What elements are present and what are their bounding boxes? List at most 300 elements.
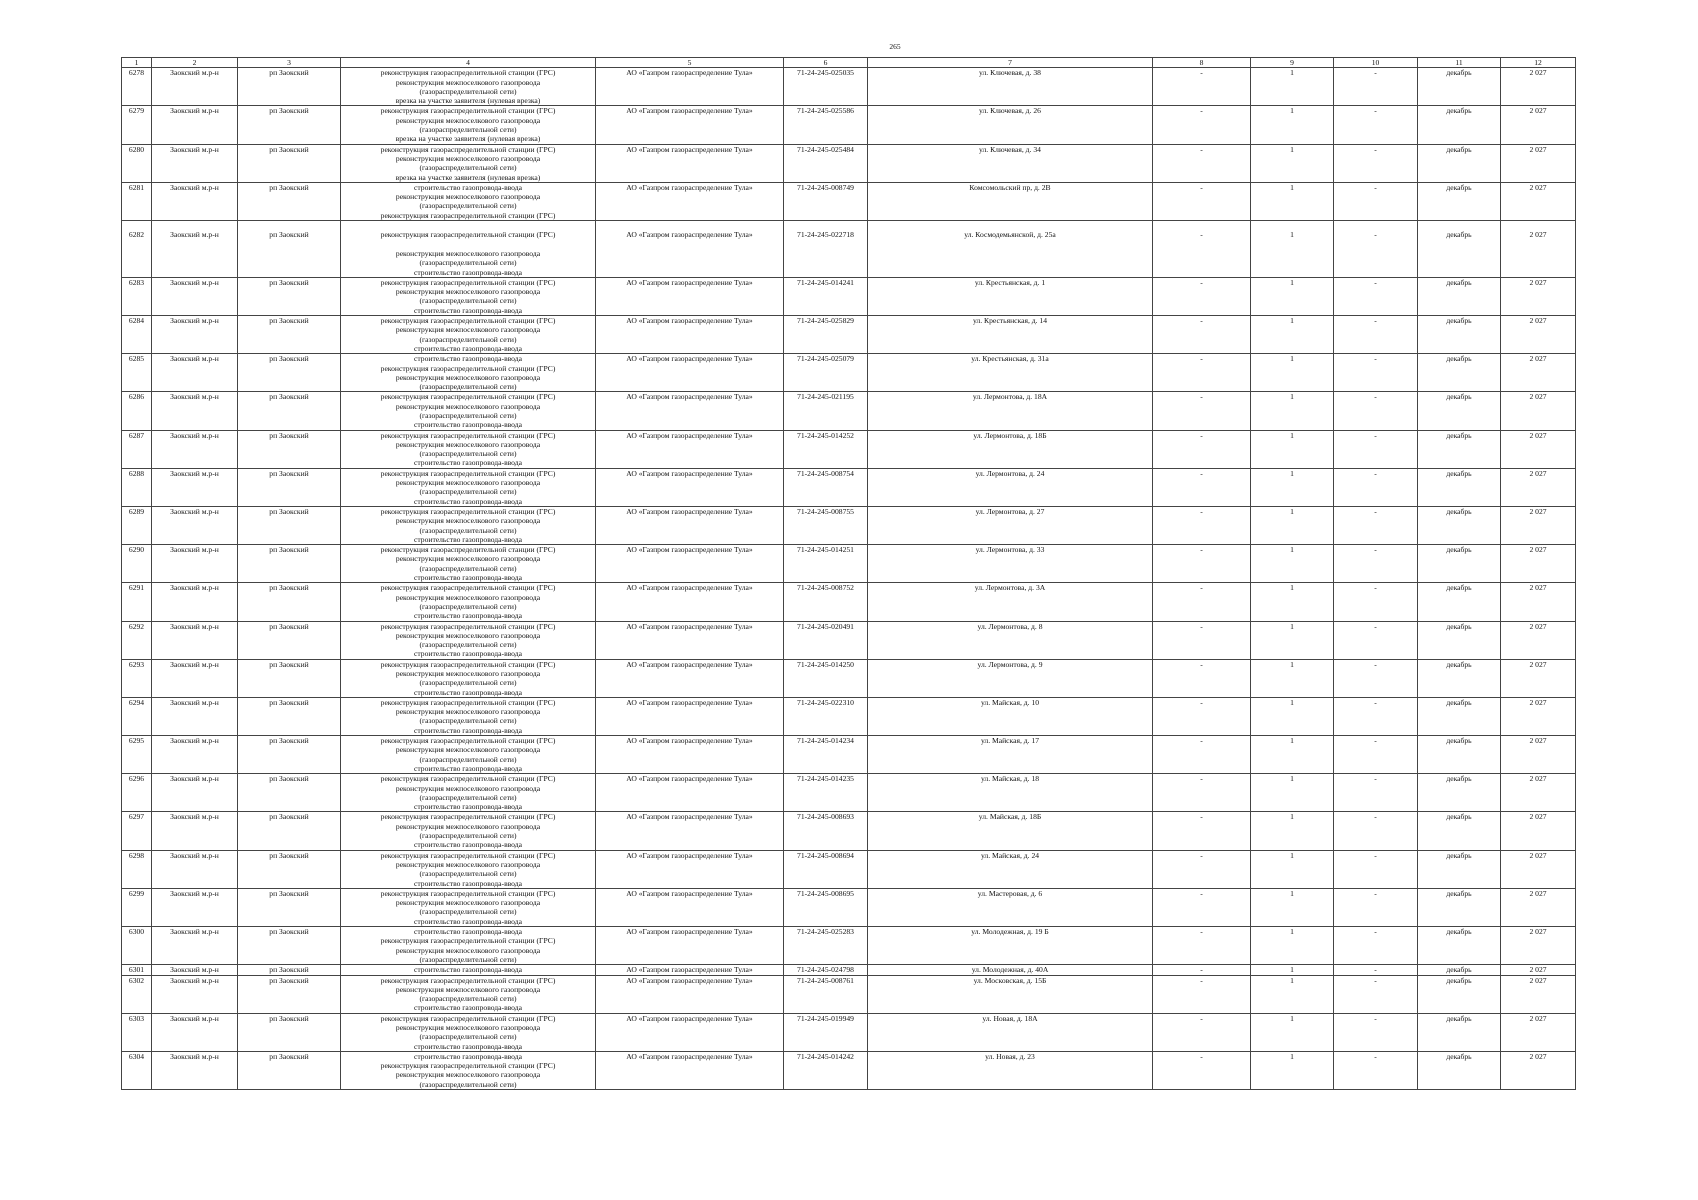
col9-cell: [1251, 258, 1334, 267]
month-cell: [1418, 917, 1501, 927]
operator-cell: [596, 554, 784, 563]
col9-cell: [1251, 917, 1334, 927]
row-number: [122, 306, 152, 316]
table-row-continuation: [122, 554, 1576, 563]
operator-cell: [596, 211, 784, 221]
settlement-cell: рп Заокский: [238, 392, 341, 402]
district-cell: [152, 240, 238, 249]
table-row: [122, 68, 1576, 78]
row-number: [122, 678, 152, 687]
operator-cell: АО «Газпром газораспределение Тула»: [596, 659, 784, 669]
works-cell: строительство газопровода-ввода: [341, 306, 596, 316]
col8-cell: [1153, 402, 1251, 411]
year-cell: [1501, 554, 1576, 563]
year-cell: [1501, 116, 1576, 125]
object-code-cell: 71-24-245-014234: [784, 736, 868, 746]
object-code-cell: [784, 707, 868, 716]
object-code-cell: [784, 325, 868, 334]
col8-cell: [1153, 640, 1251, 649]
works-cell: реконструкция газораспределительной станции (ГРС): [341, 545, 596, 555]
district-cell: [152, 1070, 238, 1079]
operator-cell: [596, 1032, 784, 1041]
address-cell: [868, 382, 1153, 392]
col8-cell: [1153, 1061, 1251, 1070]
works-cell: (газораспределительной сети): [341, 258, 596, 267]
works-cell: реконструкция газораспределительной станции (ГРС): [341, 277, 596, 287]
works-cell: реконструкция газораспределительной станции (ГРС): [341, 68, 596, 78]
works-cell: реконструкция межпоселкового газопровода: [341, 154, 596, 163]
year-cell: [1501, 296, 1576, 305]
address-cell: [868, 221, 1153, 231]
address-cell: [868, 535, 1153, 545]
row-number: [122, 1023, 152, 1032]
object-code-cell: 71-24-245-014250: [784, 659, 868, 669]
row-number: [122, 211, 152, 221]
operator-cell: [596, 268, 784, 278]
table-row-continuation: [122, 87, 1576, 96]
col10-cell: -: [1334, 1051, 1418, 1061]
address-cell: [868, 573, 1153, 583]
work-schedule-table: [121, 57, 1576, 1090]
col9-cell: [1251, 631, 1334, 640]
month-cell: [1418, 201, 1501, 210]
col8-cell: -: [1153, 697, 1251, 707]
column-number: 11: [1418, 58, 1501, 68]
year-cell: [1501, 1042, 1576, 1052]
works-cell: (газораспределительной сети): [341, 994, 596, 1003]
col9-cell: [1251, 755, 1334, 764]
object-code-cell: [784, 116, 868, 125]
table-row: [122, 354, 1576, 364]
address-cell: [868, 96, 1153, 106]
row-number: [122, 1080, 152, 1090]
district-cell: [152, 707, 238, 716]
operator-cell: [596, 994, 784, 1003]
row-number: 6289: [122, 506, 152, 516]
district-cell: [152, 192, 238, 201]
year-cell: 2 027: [1501, 277, 1576, 287]
table-row-continuation: [122, 173, 1576, 183]
works-cell: строительство газопровода-ввода: [341, 726, 596, 736]
year-cell: [1501, 249, 1576, 258]
address-cell: ул. Мастеровая, д. 6: [868, 888, 1153, 898]
object-code-cell: [784, 1003, 868, 1013]
col10-cell: [1334, 755, 1418, 764]
column-number: 10: [1334, 58, 1418, 68]
works-cell: врезка на участке заявителя (нулевая врезка): [341, 96, 596, 106]
district-cell: Заокский м.р-н: [152, 736, 238, 746]
settlement-cell: [238, 173, 341, 183]
address-cell: ул. Майская, д. 17: [868, 736, 1153, 746]
object-code-cell: [784, 822, 868, 831]
month-cell: [1418, 382, 1501, 392]
year-cell: [1501, 211, 1576, 221]
col9-cell: [1251, 840, 1334, 850]
settlement-cell: рп Заокский: [238, 277, 341, 287]
table-row-continuation: [122, 669, 1576, 678]
object-code-cell: [784, 678, 868, 687]
works-cell: реконструкция газораспределительной станции (ГРС): [341, 697, 596, 707]
row-number: [122, 478, 152, 487]
settlement-cell: рп Заокский: [238, 774, 341, 784]
table-row-continuation: [122, 211, 1576, 221]
col8-cell: [1153, 602, 1251, 611]
col8-cell: -: [1153, 68, 1251, 78]
object-code-cell: [784, 87, 868, 96]
col9-cell: 1: [1251, 106, 1334, 116]
col9-cell: [1251, 640, 1334, 649]
year-cell: [1501, 440, 1576, 449]
object-code-cell: [784, 192, 868, 201]
col10-cell: -: [1334, 316, 1418, 326]
col8-cell: [1153, 1003, 1251, 1013]
year-cell: 2 027: [1501, 583, 1576, 593]
table-row-continuation: [122, 240, 1576, 249]
col10-cell: [1334, 526, 1418, 535]
address-cell: [868, 936, 1153, 945]
year-cell: [1501, 640, 1576, 649]
year-cell: [1501, 860, 1576, 869]
district-cell: [152, 268, 238, 278]
settlement-cell: рп Заокский: [238, 583, 341, 593]
table-row-continuation: [122, 249, 1576, 258]
row-number: 6294: [122, 697, 152, 707]
year-cell: 2 027: [1501, 736, 1576, 746]
table-row-continuation: [122, 192, 1576, 201]
address-cell: [868, 478, 1153, 487]
year-cell: [1501, 240, 1576, 249]
col10-cell: -: [1334, 354, 1418, 364]
month-cell: [1418, 611, 1501, 621]
col9-cell: [1251, 1080, 1334, 1090]
address-cell: ул. Крестьянская, д. 1: [868, 277, 1153, 287]
operator-cell: АО «Газпром газораспределение Тула»: [596, 975, 784, 985]
settlement-cell: рп Заокский: [238, 68, 341, 78]
settlement-cell: [238, 134, 341, 144]
month-cell: декабрь: [1418, 927, 1501, 937]
address-cell: [868, 78, 1153, 87]
col9-cell: [1251, 487, 1334, 496]
settlement-cell: [238, 669, 341, 678]
year-cell: [1501, 593, 1576, 602]
row-number: [122, 784, 152, 793]
settlement-cell: [238, 784, 341, 793]
table-row: [122, 697, 1576, 707]
col9-cell: [1251, 764, 1334, 774]
district-cell: [152, 755, 238, 764]
month-cell: [1418, 985, 1501, 994]
row-number: [122, 554, 152, 563]
settlement-cell: [238, 258, 341, 267]
month-cell: [1418, 325, 1501, 334]
object-code-cell: [784, 535, 868, 545]
year-cell: [1501, 564, 1576, 573]
year-cell: [1501, 879, 1576, 889]
col10-cell: [1334, 192, 1418, 201]
year-cell: [1501, 1023, 1576, 1032]
row-number: 6295: [122, 736, 152, 746]
year-cell: 2 027: [1501, 812, 1576, 822]
col10-cell: [1334, 688, 1418, 698]
row-number: 6286: [122, 392, 152, 402]
operator-cell: АО «Газпром газораспределение Тула»: [596, 506, 784, 516]
table-row-continuation: [122, 373, 1576, 382]
year-cell: [1501, 840, 1576, 850]
row-number: [122, 640, 152, 649]
row-number: [122, 382, 152, 392]
address-cell: [868, 364, 1153, 373]
col8-cell: [1153, 688, 1251, 698]
col8-cell: [1153, 296, 1251, 305]
month-cell: [1418, 335, 1501, 344]
works-cell: реконструкция межпоселкового газопровода: [341, 478, 596, 487]
col10-cell: -: [1334, 583, 1418, 593]
month-cell: декабрь: [1418, 1013, 1501, 1023]
col10-cell: [1334, 221, 1418, 231]
address-cell: [868, 764, 1153, 774]
district-cell: [152, 907, 238, 916]
col10-cell: [1334, 573, 1418, 583]
row-number: [122, 78, 152, 87]
table-row-continuation: [122, 163, 1576, 172]
table-row: [122, 316, 1576, 326]
col8-cell: [1153, 1080, 1251, 1090]
settlement-cell: [238, 516, 341, 525]
table-row-continuation: [122, 955, 1576, 965]
address-cell: [868, 249, 1153, 258]
table-row-continuation: [122, 688, 1576, 698]
col8-cell: [1153, 611, 1251, 621]
operator-cell: [596, 564, 784, 573]
year-cell: [1501, 831, 1576, 840]
row-number: [122, 420, 152, 430]
address-cell: [868, 258, 1153, 267]
col8-cell: [1153, 440, 1251, 449]
operator-cell: АО «Газпром газораспределение Тула»: [596, 888, 784, 898]
settlement-cell: [238, 917, 341, 927]
address-cell: [868, 707, 1153, 716]
address-cell: [868, 487, 1153, 496]
col9-cell: [1251, 163, 1334, 172]
col10-cell: [1334, 669, 1418, 678]
row-number: 6301: [122, 965, 152, 975]
object-code-cell: [784, 1070, 868, 1079]
table-row-continuation: [122, 593, 1576, 602]
col8-cell: [1153, 631, 1251, 640]
table-row-continuation: [122, 917, 1576, 927]
object-code-cell: [784, 78, 868, 87]
address-cell: ул. Лермонтова, д. 8: [868, 621, 1153, 631]
col9-cell: 1: [1251, 1051, 1334, 1061]
object-code-cell: 71-24-245-025586: [784, 106, 868, 116]
operator-cell: АО «Газпром газораспределение Тула»: [596, 965, 784, 975]
col9-cell: [1251, 497, 1334, 507]
table-row-continuation: [122, 458, 1576, 468]
operator-cell: [596, 402, 784, 411]
col10-cell: [1334, 936, 1418, 945]
works-cell: реконструкция межпоселкового газопровода: [341, 402, 596, 411]
address-cell: [868, 526, 1153, 535]
settlement-cell: рп Заокский: [238, 182, 341, 192]
month-cell: [1418, 258, 1501, 267]
row-number: [122, 631, 152, 640]
col10-cell: [1334, 1003, 1418, 1013]
col8-cell: [1153, 946, 1251, 955]
col9-cell: [1251, 822, 1334, 831]
table-row-continuation: [122, 230, 1576, 239]
operator-cell: [596, 649, 784, 659]
month-cell: декабрь: [1418, 1051, 1501, 1061]
year-cell: [1501, 173, 1576, 183]
object-code-cell: 71-24-245-025484: [784, 144, 868, 154]
col10-cell: [1334, 869, 1418, 878]
settlement-cell: [238, 440, 341, 449]
object-code-cell: [784, 898, 868, 907]
row-number: [122, 402, 152, 411]
row-number: [122, 726, 152, 736]
col10-cell: [1334, 593, 1418, 602]
col9-cell: 1: [1251, 230, 1334, 239]
year-cell: [1501, 221, 1576, 231]
address-cell: ул. Московская, д. 15Б: [868, 975, 1153, 985]
works-cell: (газораспределительной сети): [341, 564, 596, 573]
operator-cell: АО «Газпром газораспределение Тула»: [596, 850, 784, 860]
row-number: [122, 221, 152, 231]
works-cell: реконструкция межпоселкового газопровода: [341, 822, 596, 831]
col9-cell: [1251, 221, 1334, 231]
col10-cell: [1334, 249, 1418, 258]
district-cell: [152, 554, 238, 563]
month-cell: [1418, 822, 1501, 831]
district-cell: [152, 716, 238, 725]
row-number: [122, 173, 152, 183]
year-cell: [1501, 258, 1576, 267]
object-code-cell: [784, 688, 868, 698]
row-number: [122, 364, 152, 373]
year-cell: [1501, 573, 1576, 583]
row-number: [122, 831, 152, 840]
table-row-continuation: [122, 258, 1576, 267]
row-number: [122, 688, 152, 698]
col10-cell: [1334, 458, 1418, 468]
operator-cell: [596, 306, 784, 316]
works-cell: (газораспределительной сети): [341, 1032, 596, 1041]
address-cell: [868, 420, 1153, 430]
object-code-cell: [784, 1061, 868, 1070]
col9-cell: [1251, 564, 1334, 573]
table-row-continuation: [122, 994, 1576, 1003]
col8-cell: [1153, 564, 1251, 573]
column-number: 1: [122, 58, 152, 68]
table-row-continuation: [122, 564, 1576, 573]
col8-cell: [1153, 411, 1251, 420]
table-row-continuation: [122, 402, 1576, 411]
col10-cell: [1334, 554, 1418, 563]
object-code-cell: [784, 458, 868, 468]
col10-cell: [1334, 898, 1418, 907]
col9-cell: [1251, 402, 1334, 411]
col9-cell: [1251, 955, 1334, 965]
district-cell: [152, 602, 238, 611]
district-cell: [152, 487, 238, 496]
year-cell: [1501, 784, 1576, 793]
district-cell: [152, 154, 238, 163]
district-cell: [152, 860, 238, 869]
object-code-cell: [784, 564, 868, 573]
col10-cell: [1334, 860, 1418, 869]
address-cell: [868, 116, 1153, 125]
table-row-continuation: [122, 125, 1576, 134]
col10-cell: [1334, 1080, 1418, 1090]
row-number: [122, 573, 152, 583]
operator-cell: [596, 344, 784, 354]
operator-cell: [596, 240, 784, 249]
works-cell: (газораспределительной сети): [341, 201, 596, 210]
row-number: [122, 87, 152, 96]
col10-cell: -: [1334, 277, 1418, 287]
table-row-continuation: [122, 325, 1576, 334]
col9-cell: 1: [1251, 888, 1334, 898]
row-number: 6291: [122, 583, 152, 593]
col9-cell: [1251, 688, 1334, 698]
month-cell: [1418, 764, 1501, 774]
year-cell: [1501, 125, 1576, 134]
col10-cell: -: [1334, 430, 1418, 440]
col10-cell: -: [1334, 468, 1418, 478]
works-cell: врезка на участке заявителя (нулевая врезка): [341, 134, 596, 144]
works-cell: реконструкция межпоселкового газопровода: [341, 860, 596, 869]
address-cell: ул. Молодежная, д. 19 Б: [868, 927, 1153, 937]
works-cell: строительство газопровода-ввода: [341, 927, 596, 937]
col9-cell: 1: [1251, 182, 1334, 192]
col10-cell: [1334, 211, 1418, 221]
row-number: [122, 325, 152, 334]
col9-cell: [1251, 516, 1334, 525]
address-cell: ул. Ключевая, д. 26: [868, 106, 1153, 116]
address-cell: ул. Лермонтова, д. 18Б: [868, 430, 1153, 440]
col9-cell: [1251, 611, 1334, 621]
col9-cell: [1251, 449, 1334, 458]
row-number: 6284: [122, 316, 152, 326]
table-row-continuation: [122, 411, 1576, 420]
table-row: [122, 975, 1576, 985]
works-cell: реконструкция межпоселкового газопровода: [341, 669, 596, 678]
row-number: 6293: [122, 659, 152, 669]
month-cell: [1418, 716, 1501, 725]
works-cell: реконструкция газораспределительной станции (ГРС): [341, 230, 596, 239]
row-number: [122, 869, 152, 878]
col10-cell: [1334, 602, 1418, 611]
object-code-cell: [784, 755, 868, 764]
table-row-continuation: [122, 649, 1576, 659]
district-cell: Заокский м.р-н: [152, 182, 238, 192]
year-cell: [1501, 96, 1576, 106]
operator-cell: [596, 669, 784, 678]
object-code-cell: [784, 240, 868, 249]
month-cell: [1418, 784, 1501, 793]
col8-cell: [1153, 669, 1251, 678]
works-cell: (газораспределительной сети): [341, 125, 596, 134]
object-code-cell: 71-24-245-008695: [784, 888, 868, 898]
year-cell: [1501, 134, 1576, 144]
district-cell: [152, 784, 238, 793]
object-code-cell: [784, 554, 868, 563]
year-cell: [1501, 1003, 1576, 1013]
col9-cell: 1: [1251, 927, 1334, 937]
object-code-cell: [784, 134, 868, 144]
operator-cell: [596, 917, 784, 927]
works-cell: реконструкция газораспределительной станции (ГРС): [341, 1061, 596, 1070]
